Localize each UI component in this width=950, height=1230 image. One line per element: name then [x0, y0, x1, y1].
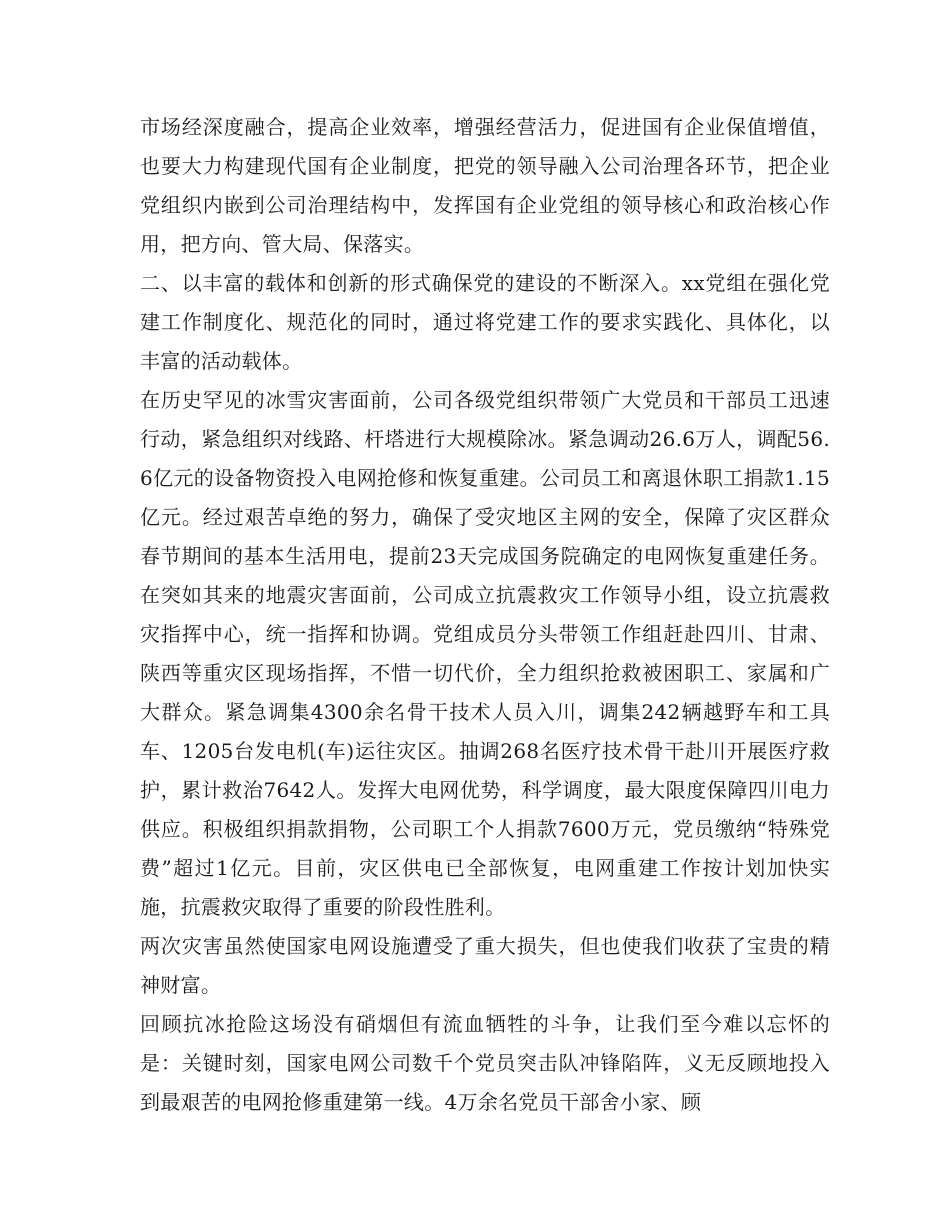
document-body	[140, 108, 830, 1122]
paragraph-3: 在历史罕见的冰雪灾害面前，公司各级党组织带领广大党员和干部员工迅速行动，紧急组织对线路、杆塔进行大规模除冰。紧急调动26.6万人，调配56.6亿元的设备物资投入电网抢修和恢复重建。公司员工和离退休职工捐款1.15亿元。经过艰苦卓绝的努力，确保了受灾地区主网的安全，保障了灾区群众春节期间的基本生活用电，提前23天完成国务院确定的电网恢复重建任务。在突如其来的地震灾害面前，公司成立抗震救灾工作领导小组，设立抗震救灾指挥中心，统一指挥和协调。党组成员分头带领工作组赶赴四川、甘肃、陕西等重灾区现场指挥，不惜一切代价，全力组织抢救被困职工、家属和广大群众。紧急调集4300余名骨干技术人员入川，调集242辆越野车和工具车、1205台发电机(车)运往灾区。抽调268名医疗技术骨干赴川开展医疗救护，累计救治7642人。发挥大电网优势，科学调度，最大限度保障四川电力供应。积极组织捐款捐物，公司职工个人捐款7600万元，党员缴纳“特殊党费”超过1亿元。目前，灾区供电已全部恢复，电网重建工作按计划加快实施，抗震救灾取得了重要的阶段性胜利。	[140, 388, 830, 919]
paragraph-2: 二、以丰富的载体和创新的形式确保党的建设的不断深入。xx党组在强化党建工作制度化、规范化的同时，通过将党建工作的要求实践化、具体化，以丰富的活动载体。	[140, 271, 830, 373]
paragraph-4: 两次灾害虽然使国家电网设施遭受了重大损失，但也使我们收获了宝贵的精神财富。	[140, 934, 830, 997]
paragraph-5: 回顾抗冰抢险这场没有硝烟但有流血牺牲的斗争，让我们至今难以忘怀的是：关键时刻，国家电网公司数千个党员突击队冲锋陷阵，义无反顾地投入到最艰苦的电网抢修重建第一线。4万余名党员干部舍小家、顾	[140, 1012, 830, 1114]
paragraph-1: 市场经深度融合，提高企业效率，增强经营活力，促进国有企业保值增值，也要大力构建现代国有企业制度，把党的领导融入公司治理各环节，把企业党组织内嵌到公司治理结构中，发挥国有企业党组的领导核心和政治核心作用，把方向、管大局、保落实。	[140, 115, 830, 256]
